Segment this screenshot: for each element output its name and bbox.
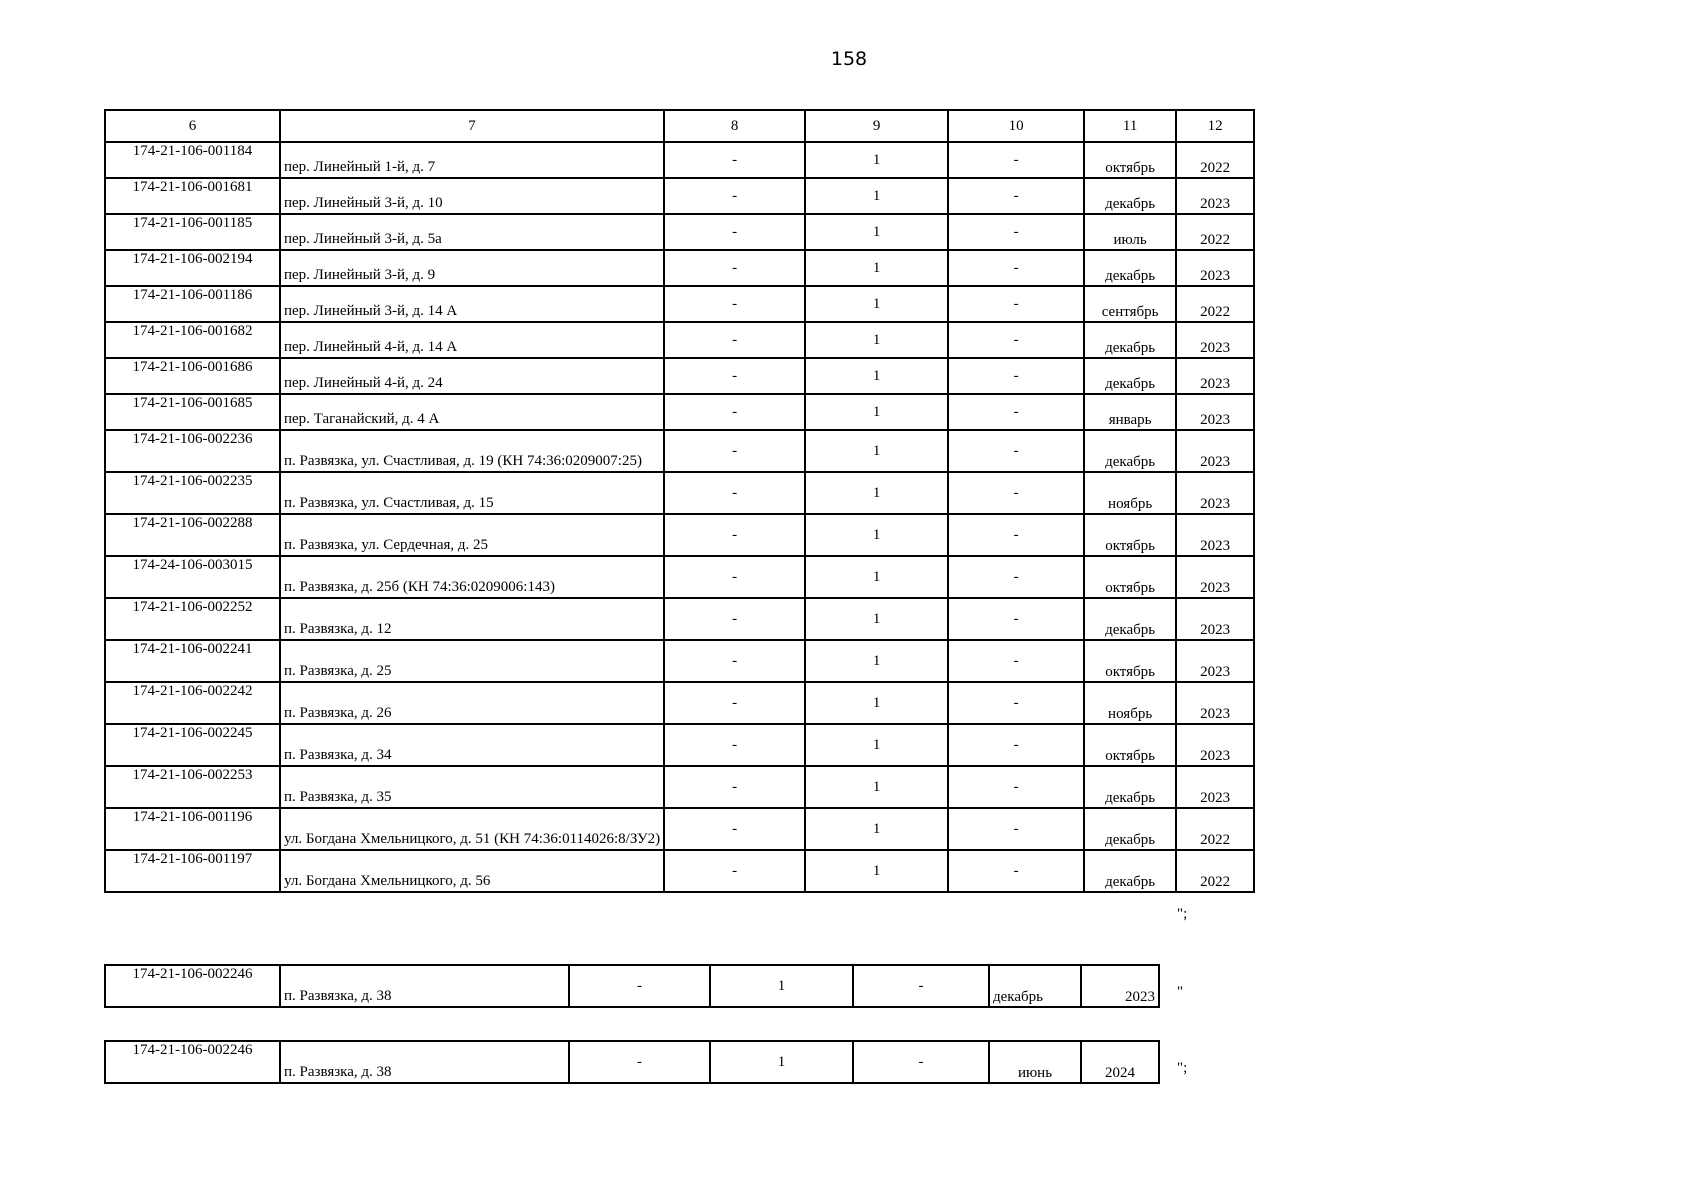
- table-row: [105, 142, 1254, 178]
- cadastral-code-cell: 174-21-106-001682: [105, 322, 280, 358]
- address-cell: п. Развязка, д. 12: [280, 598, 664, 640]
- month-cell: декабрь: [1084, 598, 1176, 640]
- column-10-cell: -: [948, 358, 1084, 394]
- column-9-cell: 1: [805, 682, 948, 724]
- column-8-cell: -: [664, 142, 805, 178]
- column-10-cell: -: [948, 598, 1084, 640]
- column-9-cell: 1: [805, 430, 948, 472]
- month-cell: июль: [1084, 214, 1176, 250]
- cadastral-code-cell: 174-21-106-002288: [105, 514, 280, 556]
- table-row: [105, 850, 1254, 892]
- column-9-cell: 1: [805, 724, 948, 766]
- column-header: 11: [1084, 110, 1176, 142]
- column-8-cell: -: [664, 394, 805, 430]
- cadastral-code-cell: 174-21-106-002245: [105, 724, 280, 766]
- address-cell: п. Развязка, д. 35: [280, 766, 664, 808]
- month-cell: октябрь: [1084, 514, 1176, 556]
- column-8-cell: -: [664, 724, 805, 766]
- cadastral-code-cell: 174-21-106-001184: [105, 142, 280, 178]
- address-cell: пер. Линейный 1-й, д. 7: [280, 142, 664, 178]
- column-9-cell: 1: [805, 322, 948, 358]
- column-10-cell: -: [948, 178, 1084, 214]
- column-10-cell: -: [948, 766, 1084, 808]
- column-8-cell: -: [664, 598, 805, 640]
- address-cell: п. Развязка, д. 34: [280, 724, 664, 766]
- table-row: [105, 214, 1254, 250]
- column-10-cell: -: [948, 724, 1084, 766]
- column-8-cell: -: [664, 640, 805, 682]
- address-cell: пер. Линейный 4-й, д. 14 А: [280, 322, 664, 358]
- table-row: [105, 556, 1254, 598]
- column-9-cell: 1: [805, 514, 948, 556]
- column-10-cell: -: [948, 214, 1084, 250]
- main-table: [104, 109, 1255, 893]
- month-cell: октябрь: [1084, 640, 1176, 682]
- month-cell: ноябрь: [1084, 682, 1176, 724]
- month-cell: декабрь: [1084, 850, 1176, 892]
- month-cell: декабрь: [989, 965, 1081, 1007]
- address-cell: п. Развязка, д. 25: [280, 640, 664, 682]
- year-cell: 2023: [1176, 598, 1254, 640]
- month-cell: декабрь: [1084, 430, 1176, 472]
- replaced-row-table: [104, 964, 1160, 1008]
- year-cell: 2023: [1176, 682, 1254, 724]
- column-8-cell: -: [664, 286, 805, 322]
- page-number: 158: [830, 48, 868, 70]
- year-cell: 2023: [1081, 965, 1159, 1007]
- cadastral-code-cell: 174-21-106-002235: [105, 472, 280, 514]
- cadastral-code-cell: 174-21-106-001197: [105, 850, 280, 892]
- column-8-cell: -: [664, 682, 805, 724]
- column-9-cell: 1: [710, 965, 853, 1007]
- column-10-cell: -: [948, 286, 1084, 322]
- column-9-cell: 1: [805, 250, 948, 286]
- cadastral-code-cell: 174-21-106-002246: [105, 965, 280, 1007]
- column-8-cell: -: [664, 766, 805, 808]
- year-cell: 2023: [1176, 640, 1254, 682]
- column-9-cell: 1: [805, 178, 948, 214]
- address-cell: пер. Линейный 3-й, д. 9: [280, 250, 664, 286]
- cadastral-code-cell: 174-21-106-001196: [105, 808, 280, 850]
- address-cell: ул. Богдана Хмельницкого, д. 56: [280, 850, 664, 892]
- cadastral-code-cell: 174-21-106-001185: [105, 214, 280, 250]
- table-row: [105, 965, 1159, 1007]
- table-row: [105, 472, 1254, 514]
- column-header: 8: [664, 110, 805, 142]
- year-cell: 2023: [1176, 178, 1254, 214]
- address-cell: п. Развязка, ул. Счастливая, д. 19 (КН 74:36:0209007:25): [280, 430, 664, 472]
- address-cell: п. Развязка, ул. Счастливая, д. 15: [280, 472, 664, 514]
- month-cell: октябрь: [1084, 556, 1176, 598]
- address-cell: п. Развязка, д. 38: [280, 965, 569, 1007]
- column-10-cell: -: [948, 682, 1084, 724]
- year-cell: 2022: [1176, 808, 1254, 850]
- header-row: [105, 110, 1254, 142]
- column-9-cell: 1: [805, 394, 948, 430]
- column-9-cell: 1: [805, 214, 948, 250]
- year-cell: 2023: [1176, 514, 1254, 556]
- year-cell: 2023: [1176, 472, 1254, 514]
- address-cell: пер. Линейный 3-й, д. 10: [280, 178, 664, 214]
- year-cell: 2023: [1176, 358, 1254, 394]
- column-9-cell: 1: [805, 472, 948, 514]
- table-row: [105, 682, 1254, 724]
- column-header: 7: [280, 110, 664, 142]
- column-10-cell: -: [948, 808, 1084, 850]
- cadastral-code-cell: 174-21-106-002236: [105, 430, 280, 472]
- column-8-cell: -: [664, 178, 805, 214]
- column-10-cell: -: [948, 472, 1084, 514]
- address-cell: пер. Линейный 4-й, д. 24: [280, 358, 664, 394]
- column-8-cell: -: [664, 514, 805, 556]
- column-10-cell: -: [948, 142, 1084, 178]
- column-10-cell: -: [853, 1041, 989, 1083]
- column-9-cell: 1: [710, 1041, 853, 1083]
- month-cell: ноябрь: [1084, 472, 1176, 514]
- table-row: [105, 322, 1254, 358]
- column-8-cell: -: [569, 965, 710, 1007]
- cadastral-code-cell: 174-21-106-002252: [105, 598, 280, 640]
- column-8-cell: -: [664, 472, 805, 514]
- cadastral-code-cell: 174-21-106-002253: [105, 766, 280, 808]
- address-cell: п. Развязка, д. 38: [280, 1041, 569, 1083]
- year-cell: 2022: [1176, 214, 1254, 250]
- column-9-cell: 1: [805, 556, 948, 598]
- month-cell: январь: [1084, 394, 1176, 430]
- year-cell: 2023: [1176, 250, 1254, 286]
- table-row: [105, 358, 1254, 394]
- year-cell: 2023: [1176, 556, 1254, 598]
- column-10-cell: -: [948, 322, 1084, 358]
- cadastral-code-cell: 174-21-106-001186: [105, 286, 280, 322]
- table-row: [105, 430, 1254, 472]
- month-cell: декабрь: [1084, 178, 1176, 214]
- year-cell: 2023: [1176, 724, 1254, 766]
- closing-quote-2: ": [1177, 984, 1184, 1000]
- column-9-cell: 1: [805, 286, 948, 322]
- address-cell: пер. Линейный 3-й, д. 14 А: [280, 286, 664, 322]
- address-cell: пер. Линейный 3-й, д. 5а: [280, 214, 664, 250]
- column-8-cell: -: [664, 322, 805, 358]
- address-cell: ул. Богдана Хмельницкого, д. 51 (КН 74:36:0114026:8/ЗУ2): [280, 808, 664, 850]
- column-10-cell: -: [948, 394, 1084, 430]
- year-cell: 2023: [1176, 766, 1254, 808]
- month-cell: сентябрь: [1084, 286, 1176, 322]
- month-cell: декабрь: [1084, 322, 1176, 358]
- table-row: [105, 286, 1254, 322]
- column-10-cell: -: [853, 965, 989, 1007]
- year-cell: 2022: [1176, 142, 1254, 178]
- column-10-cell: -: [948, 250, 1084, 286]
- column-header: 10: [948, 110, 1084, 142]
- cadastral-code-cell: 174-21-106-001681: [105, 178, 280, 214]
- table-row: [105, 766, 1254, 808]
- table-row: [105, 640, 1254, 682]
- year-cell: 2023: [1176, 322, 1254, 358]
- column-9-cell: 1: [805, 598, 948, 640]
- column-8-cell: -: [664, 850, 805, 892]
- column-10-cell: -: [948, 556, 1084, 598]
- column-9-cell: 1: [805, 766, 948, 808]
- month-cell: июнь: [989, 1041, 1081, 1083]
- address-cell: пер. Таганайский, д. 4 А: [280, 394, 664, 430]
- year-cell: 2023: [1176, 430, 1254, 472]
- column-8-cell: -: [664, 430, 805, 472]
- table-row: [105, 808, 1254, 850]
- month-cell: декабрь: [1084, 766, 1176, 808]
- table-row: [105, 250, 1254, 286]
- closing-quote-3: ";: [1177, 1060, 1188, 1076]
- column-header: 6: [105, 110, 280, 142]
- column-8-cell: -: [664, 214, 805, 250]
- cadastral-code-cell: 174-21-106-002246: [105, 1041, 280, 1083]
- table-row: [105, 724, 1254, 766]
- closing-quote-1: ";: [1177, 906, 1188, 922]
- column-9-cell: 1: [805, 850, 948, 892]
- month-cell: декабрь: [1084, 808, 1176, 850]
- table-row: [105, 178, 1254, 214]
- month-cell: декабрь: [1084, 250, 1176, 286]
- year-cell: 2024: [1081, 1041, 1159, 1083]
- column-header: 9: [805, 110, 948, 142]
- month-cell: декабрь: [1084, 358, 1176, 394]
- column-8-cell: -: [664, 556, 805, 598]
- month-cell: октябрь: [1084, 724, 1176, 766]
- column-8-cell: -: [664, 250, 805, 286]
- year-cell: 2023: [1176, 394, 1254, 430]
- address-cell: п. Развязка, ул. Сердечная, д. 25: [280, 514, 664, 556]
- column-header: 12: [1176, 110, 1254, 142]
- table-row: [105, 394, 1254, 430]
- column-10-cell: -: [948, 430, 1084, 472]
- cadastral-code-cell: 174-21-106-001686: [105, 358, 280, 394]
- new-row-table: [104, 1040, 1160, 1084]
- column-8-cell: -: [664, 808, 805, 850]
- column-10-cell: -: [948, 850, 1084, 892]
- cadastral-code-cell: 174-21-106-002242: [105, 682, 280, 724]
- table-row: [105, 1041, 1159, 1083]
- column-9-cell: 1: [805, 142, 948, 178]
- cadastral-code-cell: 174-21-106-002194: [105, 250, 280, 286]
- column-8-cell: -: [664, 358, 805, 394]
- table-row: [105, 598, 1254, 640]
- address-cell: п. Развязка, д. 25б (КН 74:36:0209006:143): [280, 556, 664, 598]
- year-cell: 2022: [1176, 286, 1254, 322]
- column-10-cell: -: [948, 514, 1084, 556]
- year-cell: 2022: [1176, 850, 1254, 892]
- cadastral-code-cell: 174-21-106-002241: [105, 640, 280, 682]
- table-row: [105, 514, 1254, 556]
- cadastral-code-cell: 174-21-106-001685: [105, 394, 280, 430]
- column-8-cell: -: [569, 1041, 710, 1083]
- month-cell: октябрь: [1084, 142, 1176, 178]
- column-9-cell: 1: [805, 358, 948, 394]
- column-10-cell: -: [948, 640, 1084, 682]
- column-9-cell: 1: [805, 640, 948, 682]
- address-cell: п. Развязка, д. 26: [280, 682, 664, 724]
- column-9-cell: 1: [805, 808, 948, 850]
- cadastral-code-cell: 174-24-106-003015: [105, 556, 280, 598]
